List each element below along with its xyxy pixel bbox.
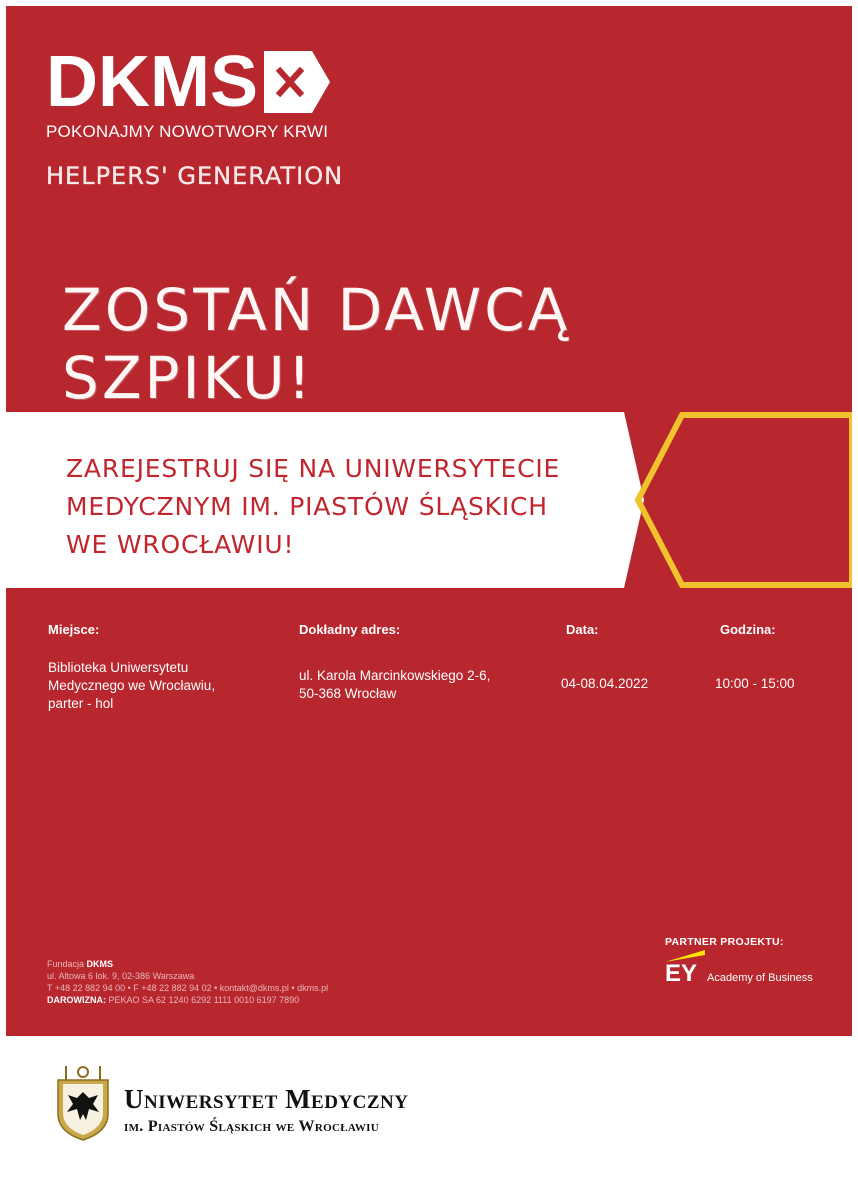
banner-line-3: WE WROCŁAWIU! — [66, 530, 295, 559]
address-line: ul. Karola Marcinkowskiego 2-6, — [299, 668, 491, 683]
ey-beam-icon — [665, 950, 705, 962]
place-line: Medycznego we Wrocławiu, — [48, 678, 216, 693]
headline: ZOSTAŃ DAWCĄ SZPIKU! — [62, 276, 571, 412]
place-header: Miejsce: — [48, 622, 100, 637]
foundation-info — [47, 958, 328, 1006]
ey-logo — [665, 962, 813, 986]
foundation-donation-line — [47, 994, 328, 1006]
x-flag-icon — [264, 51, 330, 113]
date-value: 04-08.04.2022 — [561, 676, 649, 691]
donation-label: DAROWIZNA: — [47, 995, 106, 1005]
university-name: Uniwersytet Medyczny — [124, 1084, 409, 1114]
ey-academy-label: Academy of Business — [707, 972, 813, 984]
tagline: POKONAJMY NOWOTWORY KRWI — [46, 122, 329, 141]
place-line: parter - hol — [48, 696, 114, 711]
university-crest-icon — [52, 1062, 114, 1147]
foundation-prefix: Fundacja — [47, 959, 85, 969]
place-value — [48, 659, 215, 713]
banner-line-2: MEDYCZNYM IM. PIASTÓW ŚLĄSKICH — [66, 492, 548, 521]
donation-account: PEKAO SA 62 1240 6292 1111 0010 6197 7890 — [108, 995, 300, 1005]
banner-line-1: ZAREJESTRUJ SIĘ NA UNIWERSYTECIE — [66, 454, 561, 483]
place-line: Biblioteka Uniwersytetu — [48, 660, 189, 675]
time-header: Godzina: — [720, 622, 776, 637]
poster-background — [6, 6, 852, 1036]
ey-mark — [665, 962, 697, 986]
banner-text — [66, 450, 626, 564]
time-value: 10:00 - 15:00 — [715, 676, 795, 691]
dkms-logo — [46, 42, 330, 122]
date-header: Data: — [566, 622, 599, 637]
partner-label: PARTNER PROJEKTU: — [665, 936, 784, 948]
address-line: 50-368 Wrocław — [299, 686, 397, 701]
foundation-contact: T +48 22 882 94 00 • F +48 22 882 94 02 • kontakt@dkms.pl • dkms.pl — [47, 983, 329, 993]
university-subtitle: im. Piastów Śląskich we Wrocławiu — [124, 1118, 379, 1135]
address-value — [299, 667, 490, 703]
dkms-logo-text: DKMS — [46, 42, 258, 122]
address-header: Dokładny adres: — [299, 622, 401, 637]
foundation-name: DKMS — [86, 959, 114, 969]
foundation-address: ul. Altowa 6 lok. 9, 02-386 Warszawa — [47, 971, 195, 981]
helpers-generation-label: HELPERS' GENERATION — [46, 162, 344, 190]
foundation-name-line — [47, 958, 328, 970]
ey-logo-text: EY — [665, 960, 698, 987]
